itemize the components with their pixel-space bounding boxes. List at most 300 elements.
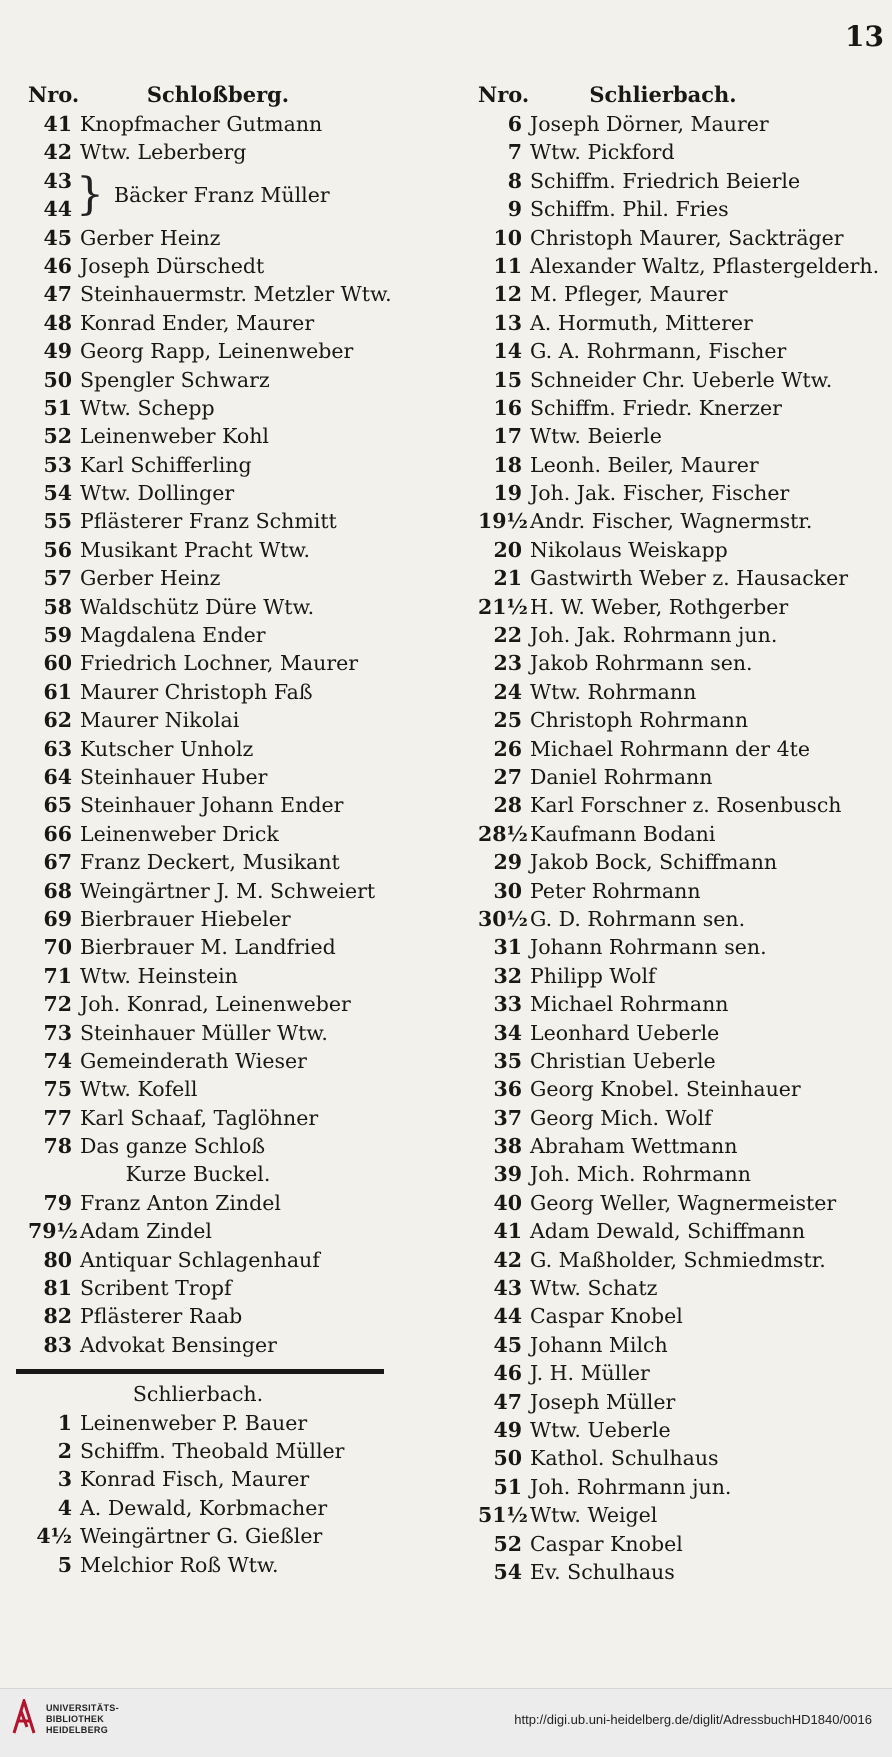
- list-item: [478, 1246, 888, 1274]
- resident-name: Pflästerer Franz Schmitt: [80, 509, 337, 534]
- house-number: 21½: [478, 594, 528, 619]
- library-name: [46, 1703, 119, 1736]
- resident-name: Joseph Dürschedt: [80, 253, 265, 278]
- house-number: 61: [43, 679, 72, 704]
- house-number: 69: [43, 906, 72, 931]
- list-item: [478, 1530, 888, 1558]
- list-item: [478, 1501, 888, 1529]
- resident-name: Steinhauer Müller Wtw.: [80, 1020, 328, 1045]
- list-item: [28, 621, 428, 649]
- list-item: [28, 337, 428, 365]
- resident-name: Johann Rohrmann sen.: [530, 935, 767, 960]
- list-item: [28, 933, 428, 961]
- resident-name: Karl Schaaf, Taglöhner: [80, 1105, 319, 1130]
- house-number: 51½: [478, 1503, 528, 1528]
- resident-name: Weingärtner G. Gießler: [80, 1524, 323, 1549]
- library-name-line: UNIVERSITÄTS-: [46, 1703, 119, 1713]
- list-item: [478, 337, 888, 365]
- resident-name: Wtw. Leberberg: [80, 140, 247, 165]
- list-item: [478, 905, 888, 933]
- resident-name: Weingärtner J. M. Schweiert: [80, 878, 376, 903]
- resident-name: Schiffm. Phil. Fries: [530, 197, 729, 222]
- house-number: 27: [493, 764, 522, 789]
- resident-name: Konrad Ender, Maurer: [80, 310, 315, 335]
- resident-name: G. Maßholder, Schmiedmstr.: [530, 1247, 826, 1272]
- resident-name: A. Hormuth, Mitterer: [530, 310, 753, 335]
- list-item: [28, 1274, 428, 1302]
- resident-name: Schiffm. Friedrich Beierle: [530, 168, 801, 193]
- house-number: 70: [43, 935, 72, 960]
- resident-name: Waldschütz Düre Wtw.: [80, 594, 315, 619]
- list-item: [28, 394, 428, 422]
- house-number: 68: [43, 878, 72, 903]
- house-number: 83: [43, 1332, 72, 1357]
- house-number: 58: [43, 594, 72, 619]
- resident-name: Leinenweber Kohl: [80, 424, 269, 449]
- list-item: [478, 1444, 888, 1472]
- list-item: [28, 763, 428, 791]
- right-column: [478, 82, 888, 1586]
- house-number: 10: [493, 225, 522, 250]
- house-number: 31: [493, 935, 522, 960]
- list-item: [478, 536, 888, 564]
- list-item: [28, 1075, 428, 1103]
- footer-bar: [0, 1688, 892, 1757]
- left-heading: [28, 82, 428, 110]
- house-number: 46: [493, 1361, 522, 1386]
- house-number: 73: [43, 1020, 72, 1045]
- list-item: [478, 791, 888, 819]
- resident-name: Pflästerer Raab: [80, 1304, 243, 1329]
- list-item: [28, 1104, 428, 1132]
- house-number: 41: [43, 112, 72, 136]
- brace-numbers: [28, 167, 76, 224]
- resident-name: Spengler Schwarz: [80, 367, 270, 392]
- list-item: [478, 735, 888, 763]
- resident-name: Leonh. Beiler, Maurer: [530, 452, 759, 477]
- resident-name: Joh. Jak. Fischer, Fischer: [530, 481, 790, 506]
- resident-name: Andr. Fischer, Wagnermstr.: [530, 509, 813, 534]
- house-number: 8: [507, 168, 522, 193]
- list-item: [478, 1388, 888, 1416]
- resident-name: Jakob Rohrmann sen.: [530, 651, 753, 676]
- resident-name: Leonhard Ueberle: [530, 1020, 720, 1045]
- resident-name: Wtw. Ueberle: [530, 1417, 671, 1442]
- nro-label: Nro.: [28, 82, 80, 107]
- house-number: 42: [43, 140, 72, 165]
- list-item: [28, 1409, 428, 1437]
- house-number: 6: [507, 112, 522, 136]
- resident-name: Kutscher Unholz: [80, 736, 254, 761]
- resident-name: Daniel Rohrmann: [530, 764, 713, 789]
- list-item: [28, 706, 428, 734]
- house-number: 15: [493, 367, 522, 392]
- list-item: [478, 1302, 888, 1330]
- house-number: 55: [43, 509, 72, 534]
- resident-name: Gerber Heinz: [80, 566, 221, 591]
- house-number: 17: [493, 424, 522, 449]
- list-item: [28, 252, 428, 280]
- list-item: [28, 678, 428, 706]
- brace-number: 44: [43, 197, 72, 222]
- resident-name: Konrad Fisch, Maurer: [80, 1467, 310, 1492]
- list-item: [478, 1416, 888, 1444]
- resident-name: Steinhauermstr. Metzler Wtw.: [80, 282, 392, 307]
- resident-name: Wtw. Schepp: [80, 395, 215, 420]
- house-number: 25: [493, 708, 522, 733]
- house-number: 20: [493, 537, 522, 562]
- house-number: 47: [43, 282, 72, 307]
- list-item: [28, 593, 428, 621]
- house-number: 30½: [478, 906, 528, 931]
- house-number: 53: [43, 452, 72, 477]
- house-number: 48: [43, 310, 72, 335]
- resident-name: Joseph Dörner, Maurer: [530, 112, 769, 136]
- house-number: 46: [43, 253, 72, 278]
- list-item: [478, 138, 888, 166]
- list-item: [28, 1189, 428, 1217]
- house-number: 50: [43, 367, 72, 392]
- house-number: 42: [493, 1247, 522, 1272]
- resident-name: Abraham Wettmann: [530, 1134, 738, 1159]
- resident-name: Adam Zindel: [80, 1219, 212, 1244]
- list-item: [478, 877, 888, 905]
- resident-name: Kaufmann Bodani: [530, 821, 716, 846]
- resident-name: Nikolaus Weiskapp: [530, 537, 728, 562]
- left-column: [28, 82, 428, 1579]
- resident-name: Schiffm. Friedr. Knerzer: [530, 395, 782, 420]
- resident-name: Franz Deckert, Musikant: [80, 850, 340, 875]
- house-number: 1: [57, 1410, 72, 1435]
- house-number: 2: [57, 1438, 72, 1463]
- list-item: [478, 962, 888, 990]
- list-item: [478, 394, 888, 422]
- list-item: [28, 1331, 428, 1359]
- list-item: [28, 791, 428, 819]
- house-number: 5: [57, 1552, 72, 1577]
- house-number: 9: [507, 197, 522, 222]
- left-entries-c: [28, 1189, 428, 1359]
- list-item: [28, 1494, 428, 1522]
- house-number: 34: [493, 1020, 522, 1045]
- house-number: 49: [43, 339, 72, 364]
- resident-name: Wtw. Dollinger: [80, 481, 235, 506]
- resident-name: M. Pfleger, Maurer: [530, 282, 728, 307]
- resident-name: Georg Mich. Wolf: [530, 1105, 712, 1130]
- resident-name: Schiffm. Theobald Müller: [80, 1438, 345, 1463]
- list-item: [28, 735, 428, 763]
- resident-name: J. H. Müller: [530, 1361, 650, 1386]
- resident-name: Advokat Bensinger: [80, 1332, 277, 1357]
- house-number: 67: [43, 850, 72, 875]
- resident-name: Melchior Roß Wtw.: [80, 1552, 279, 1577]
- resident-name: Kathol. Schulhaus: [530, 1446, 719, 1471]
- list-item: [478, 1047, 888, 1075]
- list-item: [28, 1132, 428, 1160]
- house-number: 21: [493, 566, 522, 591]
- house-number: 63: [43, 736, 72, 761]
- resident-name: Wtw. Schatz: [530, 1276, 658, 1301]
- list-item: [478, 621, 888, 649]
- page-number: 13: [845, 20, 884, 53]
- house-number: 7: [507, 140, 522, 165]
- list-item: [28, 848, 428, 876]
- house-number: 56: [43, 537, 72, 562]
- right-heading: [478, 82, 888, 110]
- house-number: 37: [493, 1105, 522, 1130]
- list-item: [28, 1302, 428, 1330]
- house-number: 11: [493, 253, 522, 278]
- house-number: 28: [493, 793, 522, 818]
- list-item: [28, 649, 428, 677]
- resident-name: Das ganze Schloß: [80, 1134, 266, 1159]
- list-item: [478, 649, 888, 677]
- house-number: 29: [493, 850, 522, 875]
- resident-name: Jakob Bock, Schiffmann: [530, 850, 778, 875]
- list-item: [28, 877, 428, 905]
- house-number: 24: [493, 679, 522, 704]
- house-number: 19: [493, 481, 522, 506]
- house-number: 51: [43, 395, 72, 420]
- house-number: 62: [43, 708, 72, 733]
- resident-name: Bierbrauer Hiebeler: [80, 906, 291, 931]
- house-number: 54: [43, 481, 72, 506]
- brace-number: 43: [43, 168, 72, 193]
- house-number: 4½: [36, 1524, 72, 1549]
- university-logo-icon: [12, 1699, 36, 1735]
- list-item: [28, 110, 428, 138]
- street-heading-schlierbach: Schlierbach.: [589, 82, 737, 107]
- house-number: 23: [493, 651, 522, 676]
- list-item: [28, 451, 428, 479]
- house-number: 65: [43, 793, 72, 818]
- house-number: 33: [493, 992, 522, 1017]
- house-number: 64: [43, 765, 72, 789]
- list-item: [28, 820, 428, 848]
- list-item: [478, 195, 888, 223]
- list-item: [28, 280, 428, 308]
- list-item: [478, 1189, 888, 1217]
- house-number: 50: [493, 1446, 522, 1471]
- list-item: [478, 1558, 888, 1586]
- house-number: 18: [493, 452, 522, 477]
- list-item: [478, 1331, 888, 1359]
- list-item: [478, 1160, 888, 1188]
- house-number: 82: [43, 1304, 72, 1329]
- list-item: [28, 564, 428, 592]
- resident-name: Alexander Waltz, Pflastergelderh.: [530, 253, 880, 278]
- house-number: 80: [43, 1247, 72, 1272]
- resident-name: Bierbrauer M. Landfried: [80, 935, 336, 960]
- house-number: 60: [43, 651, 72, 676]
- resident-name: Joh. Jak. Rohrmann jun.: [530, 623, 778, 648]
- resident-name: Franz Anton Zindel: [80, 1190, 281, 1215]
- resident-name: Joh. Rohrmann jun.: [530, 1474, 732, 1499]
- house-number: 30: [493, 878, 522, 903]
- resident-name: Christoph Maurer, Sackträger: [530, 225, 844, 250]
- resident-name: Wtw. Weigel: [530, 1503, 658, 1528]
- right-entries: [478, 110, 888, 1586]
- list-item: [28, 536, 428, 564]
- house-number: 26: [493, 736, 522, 761]
- resident-name: Georg Knobel. Steinhauer: [530, 1077, 801, 1102]
- list-item: [28, 1047, 428, 1075]
- list-item: [28, 1522, 428, 1550]
- house-number: 14: [493, 339, 522, 364]
- house-number: 74: [43, 1048, 72, 1073]
- resident-name: Steinhauer Huber: [80, 765, 268, 789]
- list-item: [28, 479, 428, 507]
- library-name-line: HEIDELBERG: [46, 1725, 109, 1735]
- house-number: 57: [43, 566, 72, 591]
- resident-name: Michael Rohrmann der 4te: [530, 736, 811, 761]
- house-number: 4: [57, 1495, 72, 1520]
- resident-name: Leinenweber P. Bauer: [80, 1410, 308, 1435]
- resident-name: Wtw. Kofell: [80, 1077, 198, 1102]
- list-item: [478, 479, 888, 507]
- house-number: 59: [43, 623, 72, 648]
- resident-name: Leinenweber Drick: [80, 821, 279, 846]
- resident-name: Steinhauer Johann Ender: [80, 793, 344, 818]
- house-number: 52: [43, 424, 72, 449]
- house-number: 16: [493, 395, 522, 420]
- house-number: 49: [493, 1417, 522, 1442]
- resident-name: Antiquar Schlagenhauf: [80, 1247, 320, 1272]
- resident-name: Wtw. Heinstein: [80, 963, 238, 988]
- resident-name: Joseph Müller: [530, 1389, 676, 1414]
- resident-name: Johann Milch: [530, 1332, 668, 1357]
- list-item: [28, 905, 428, 933]
- resident-name: Joh. Mich. Rohrmann: [530, 1162, 751, 1187]
- resident-name: Maurer Nikolai: [80, 708, 240, 733]
- curly-brace-icon: }: [76, 169, 104, 221]
- street-heading-schlossberg: Schloßberg.: [146, 82, 290, 107]
- resident-name: Georg Weller, Wagnermeister: [530, 1190, 837, 1215]
- brace-name: Bäcker Franz Müller: [114, 183, 330, 208]
- resident-name: G. D. Rohrmann sen.: [530, 906, 746, 931]
- list-item: [478, 820, 888, 848]
- house-number: 47: [493, 1389, 522, 1414]
- resident-name: Joh. Konrad, Leinenweber: [80, 992, 351, 1017]
- resident-name: Adam Dewald, Schiffmann: [530, 1219, 806, 1244]
- list-item: [478, 1075, 888, 1103]
- list-item: [478, 366, 888, 394]
- resident-name: Karl Forschner z. Rosenbusch: [530, 793, 842, 818]
- resident-name: Schneider Chr. Ueberle Wtw.: [530, 367, 833, 392]
- list-item: [478, 763, 888, 791]
- house-number: 39: [493, 1162, 522, 1187]
- resident-name: Philipp Wolf: [530, 963, 656, 988]
- house-number: 40: [493, 1190, 522, 1215]
- list-item: [478, 422, 888, 450]
- house-number: 75: [43, 1077, 72, 1102]
- left-entries-a: [28, 110, 428, 167]
- house-number: 28½: [478, 821, 528, 846]
- resident-name: Karl Schifferling: [80, 452, 252, 477]
- nro-label: Nro.: [478, 82, 530, 107]
- list-item: [28, 138, 428, 166]
- list-item: [478, 848, 888, 876]
- source-url[interactable]: http://digi.ub.uni-heidelberg.de/diglit/AdressbuchHD1840/0016: [514, 1712, 872, 1727]
- list-item: [478, 1132, 888, 1160]
- house-number: 52: [493, 1531, 522, 1556]
- list-item: [28, 1246, 428, 1274]
- street-heading-kurze-buckel: Kurze Buckel.: [125, 1162, 271, 1187]
- list-item: [478, 224, 888, 252]
- list-item: [478, 990, 888, 1018]
- list-item: [28, 422, 428, 450]
- list-item: [478, 167, 888, 195]
- list-item: [478, 280, 888, 308]
- list-item: [478, 1019, 888, 1047]
- house-number: 44: [493, 1304, 522, 1329]
- list-item: [478, 1104, 888, 1132]
- resident-name: Ev. Schulhaus: [530, 1559, 675, 1584]
- section-divider: [16, 1369, 384, 1374]
- house-number: 35: [493, 1048, 522, 1073]
- house-number: 54: [493, 1559, 522, 1584]
- house-number: 45: [43, 225, 72, 250]
- list-item: [28, 366, 428, 394]
- list-item: [478, 933, 888, 961]
- resident-name: G. A. Rohrmann, Fischer: [530, 339, 787, 364]
- list-item: [478, 252, 888, 280]
- list-item: [478, 593, 888, 621]
- list-item: [28, 1437, 428, 1465]
- list-item: [478, 678, 888, 706]
- house-number: 13: [493, 310, 522, 335]
- house-number: 77: [43, 1105, 72, 1130]
- resident-name: Wtw. Rohrmann: [530, 679, 697, 704]
- house-number: 81: [43, 1276, 72, 1301]
- house-number: 71: [43, 963, 72, 988]
- resident-name: Wtw. Pickford: [530, 140, 675, 165]
- house-number: 12: [493, 282, 522, 307]
- resident-name: A. Dewald, Korbmacher: [80, 1495, 328, 1520]
- list-item: [28, 1465, 428, 1493]
- house-number: 78: [43, 1134, 72, 1159]
- house-number: 3: [57, 1467, 72, 1492]
- house-number: 32: [493, 963, 522, 988]
- house-number: 79: [43, 1190, 72, 1215]
- resident-name: Magdalena Ender: [80, 623, 266, 648]
- resident-name: Caspar Knobel: [530, 1531, 683, 1556]
- list-item: [28, 1551, 428, 1579]
- house-number: 36: [493, 1077, 522, 1102]
- resident-name: Christian Ueberle: [530, 1048, 716, 1073]
- resident-name: Friedrich Lochner, Maurer: [80, 651, 359, 676]
- resident-name: Gemeinderath Wieser: [80, 1048, 307, 1073]
- house-number: 51: [493, 1474, 522, 1499]
- house-number: 66: [43, 821, 72, 846]
- list-item: [478, 1217, 888, 1245]
- list-item: [478, 1274, 888, 1302]
- left-entries-b: [28, 224, 428, 1161]
- resident-name: Musikant Pracht Wtw.: [80, 537, 311, 562]
- resident-name: Christoph Rohrmann: [530, 708, 749, 733]
- list-item: [478, 451, 888, 479]
- list-item: [28, 224, 428, 252]
- street-heading-schlierbach: Schlierbach.: [132, 1382, 264, 1407]
- list-item: [28, 962, 428, 990]
- list-item: [478, 564, 888, 592]
- house-number: 43: [493, 1276, 522, 1301]
- house-number: 72: [43, 992, 72, 1017]
- list-item: [28, 309, 428, 337]
- house-number: 41: [493, 1219, 522, 1244]
- list-item: [28, 1217, 428, 1245]
- library-name-line: BIBLIOTHEK: [46, 1714, 104, 1724]
